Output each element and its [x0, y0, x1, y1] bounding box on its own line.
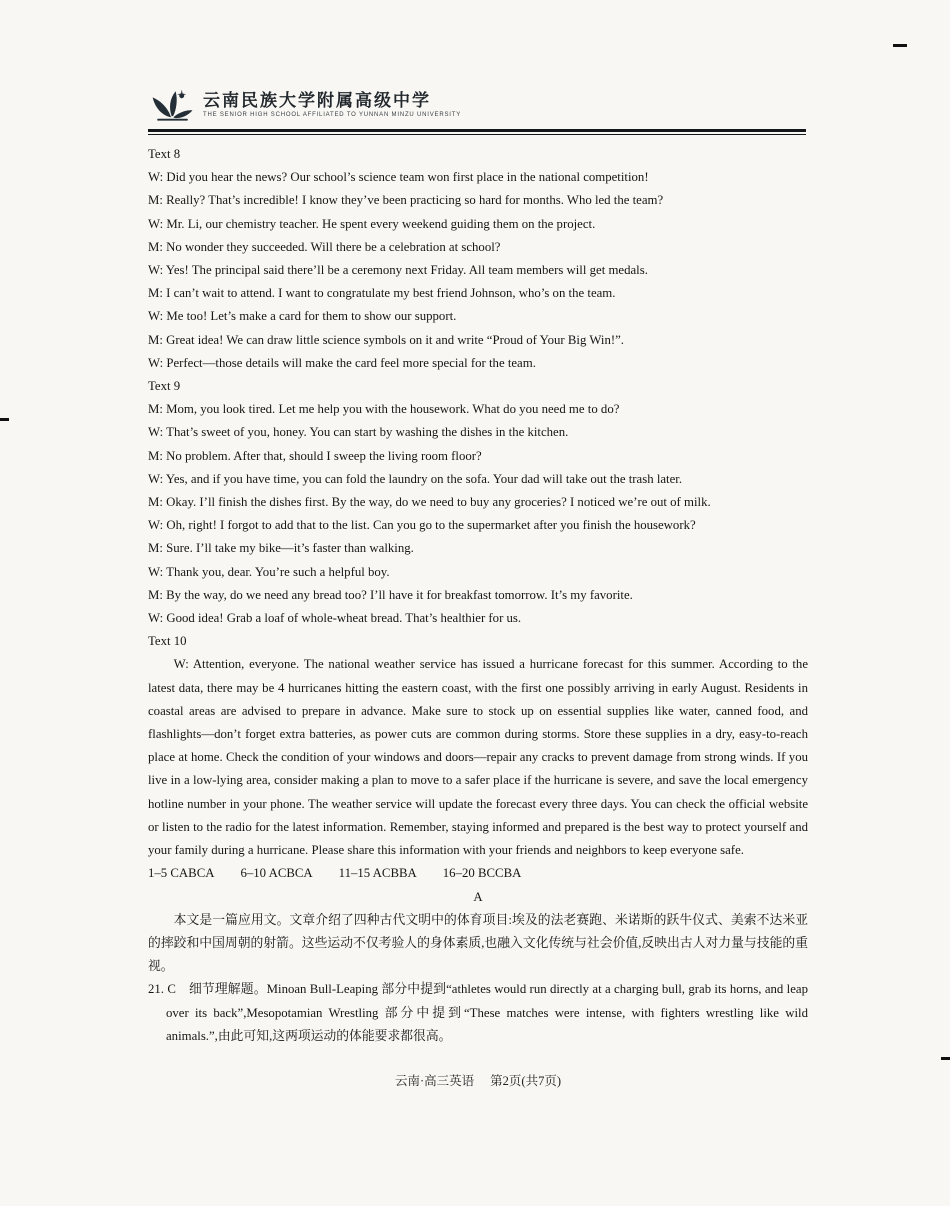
dialogue-line: W: Good idea! Grab a loaf of whole-wheat bread. That’s healthier for us. — [148, 611, 522, 626]
answer-group: 1–5 CABCA — [148, 866, 215, 881]
text8-title: Text 8 — [148, 147, 181, 161]
dialogue-line: W: Thank you, dear. You’re such a helpful boy. — [148, 564, 390, 579]
school-logo — [148, 84, 806, 126]
dialogue-line: M: Great idea! We can draw little science symbols on it and write “Proud of Your Big Win!”. — [148, 332, 624, 347]
transcript-content — [148, 143, 808, 1048]
dialogue-line: W: That’s sweet of you, honey. You can start by washing the dishes in the kitchen. — [148, 425, 569, 440]
page-footer — [148, 1071, 808, 1091]
dialogue-line: W: Yes! The principal said there’ll be a ceremony next Friday. All team members will get medals. — [148, 263, 648, 278]
text9-title: Text 9 — [148, 379, 181, 394]
dialogue-line: M: By the way, do we need any bread too? I’ll have it for breakfast tomorrow. It’s my favorite. — [148, 587, 633, 602]
registration-mark — [893, 44, 907, 47]
explanation-item-21: 21. C 细节理解题。Minoan Bull-Leaping 部分中提到“athletes would run directly at a charging bull, grab its horns, and leap over its back”,Mesopotamian Wrestling 部分中提到“These matches were intense, with fighters wrestling like wild animals.”,由此可知,这两项运动的体能要求都很高。 — [148, 982, 808, 1043]
dialogue-line: W: Did you hear the news? Our school’s science team won first place in the national competition! — [148, 170, 649, 185]
footer-exam-name: 云南·高三英语 — [395, 1074, 475, 1088]
answer-group: 6–10 ACBCA — [240, 866, 313, 881]
dialogue-line: W: Yes, and if you have time, you can fold the laundry on the sofa. Your dad will take out the trash later. — [148, 471, 683, 486]
dialogue-line: M: Really? That’s incredible! I know they’ve been practicing so hard for months. Who led the team? — [148, 193, 664, 208]
school-name-cn: 云南民族大学附属高级中学 — [203, 90, 431, 111]
dialogue-line: M: No wonder they succeeded. Will there be a celebration at school? — [148, 239, 501, 254]
dialogue-line: W: Perfect—those details will make the card feel more special for the team. — [148, 355, 536, 370]
dialogue-line: W: Oh, right! I forgot to add that to the list. Can you go to the supermarket after you finish the housework? — [148, 518, 696, 533]
school-logo-icon — [148, 86, 194, 124]
text10-passage: W: Attention, everyone. The national weather service has issued a hurricane forecast for this summer. According to the latest data, there may be 4 hurricanes hitting the eastern coast, with the first one possibly arriving in early August. Residents in coastal areas are advised to prepare in advance. Make sure to stock up on essential supplies like water, canned food, and flashlights—don’t forget extra batteries, as power cuts are common during storms. Store these supplies in a dry, easy-to-reach place at home. Check the condition of your windows and doors—repair any cracks to prevent damage from strong winds. If you live in a low-lying area, consider making a plan to move to a safer place if the hurricane is severe, and save the local emergency hotline number in your phone. The weather service will update the forecast every three days. You can check the official website or listen to the radio for the latest information. Remember, staying informed and prepared is the best way to protect yourself and your family during a hurricane. Please share this information with your friends and neighbors to keep everyone safe. — [148, 657, 808, 858]
footer-page-number: 第2页(共7页) — [490, 1074, 561, 1088]
dialogue-line: M: Mom, you look tired. Let me help you with the housework. What do you need me to do? — [148, 402, 620, 417]
dialogue-line: M: I can’t wait to attend. I want to congratulate my best friend Johnson, who’s on the team. — [148, 286, 616, 301]
dialogue-line: W: Mr. Li, our chemistry teacher. He spent every weekend guiding them on the project. — [148, 216, 596, 231]
section-a-summary: 本文是一篇应用文。文章介绍了四种古代文明中的体育项目:埃及的法老赛跑、米诺斯的跃牛仪式、美索不达米亚的摔跤和中国周朝的射箭。这些运动不仅考验人的身体素质,也融入文化传统与社会价值,反映出古人对力量与技能的重视。 — [148, 912, 808, 974]
header-rule-thick — [148, 129, 806, 132]
answer-group: 16–20 BCCBA — [442, 866, 522, 881]
dialogue-line: M: Okay. I’ll finish the dishes first. By the way, do we need to buy any groceries? I noticed we’re out of milk. — [148, 495, 711, 510]
answer-group: 11–15 ACBBA — [338, 866, 417, 881]
registration-mark — [941, 1057, 950, 1060]
school-name-en: THE SENIOR HIGH SCHOOL AFFILIATED TO YUNNAN MINZU UNIVERSITY — [203, 111, 462, 118]
dialogue-line: M: No problem. After that, should I sweep the living room floor? — [148, 448, 482, 463]
school-header — [148, 84, 806, 135]
registration-mark — [0, 418, 9, 421]
dialogue-line: W: Me too! Let’s make a card for them to show our support. — [148, 309, 457, 324]
answer-key-line — [148, 862, 808, 885]
section-a-heading: A — [473, 889, 483, 904]
dialogue-line: M: Sure. I’ll take my bike—it’s faster than walking. — [148, 541, 414, 556]
school-name-block — [203, 91, 461, 120]
text10-title: Text 10 — [148, 634, 187, 649]
header-rule-thin — [148, 134, 806, 135]
